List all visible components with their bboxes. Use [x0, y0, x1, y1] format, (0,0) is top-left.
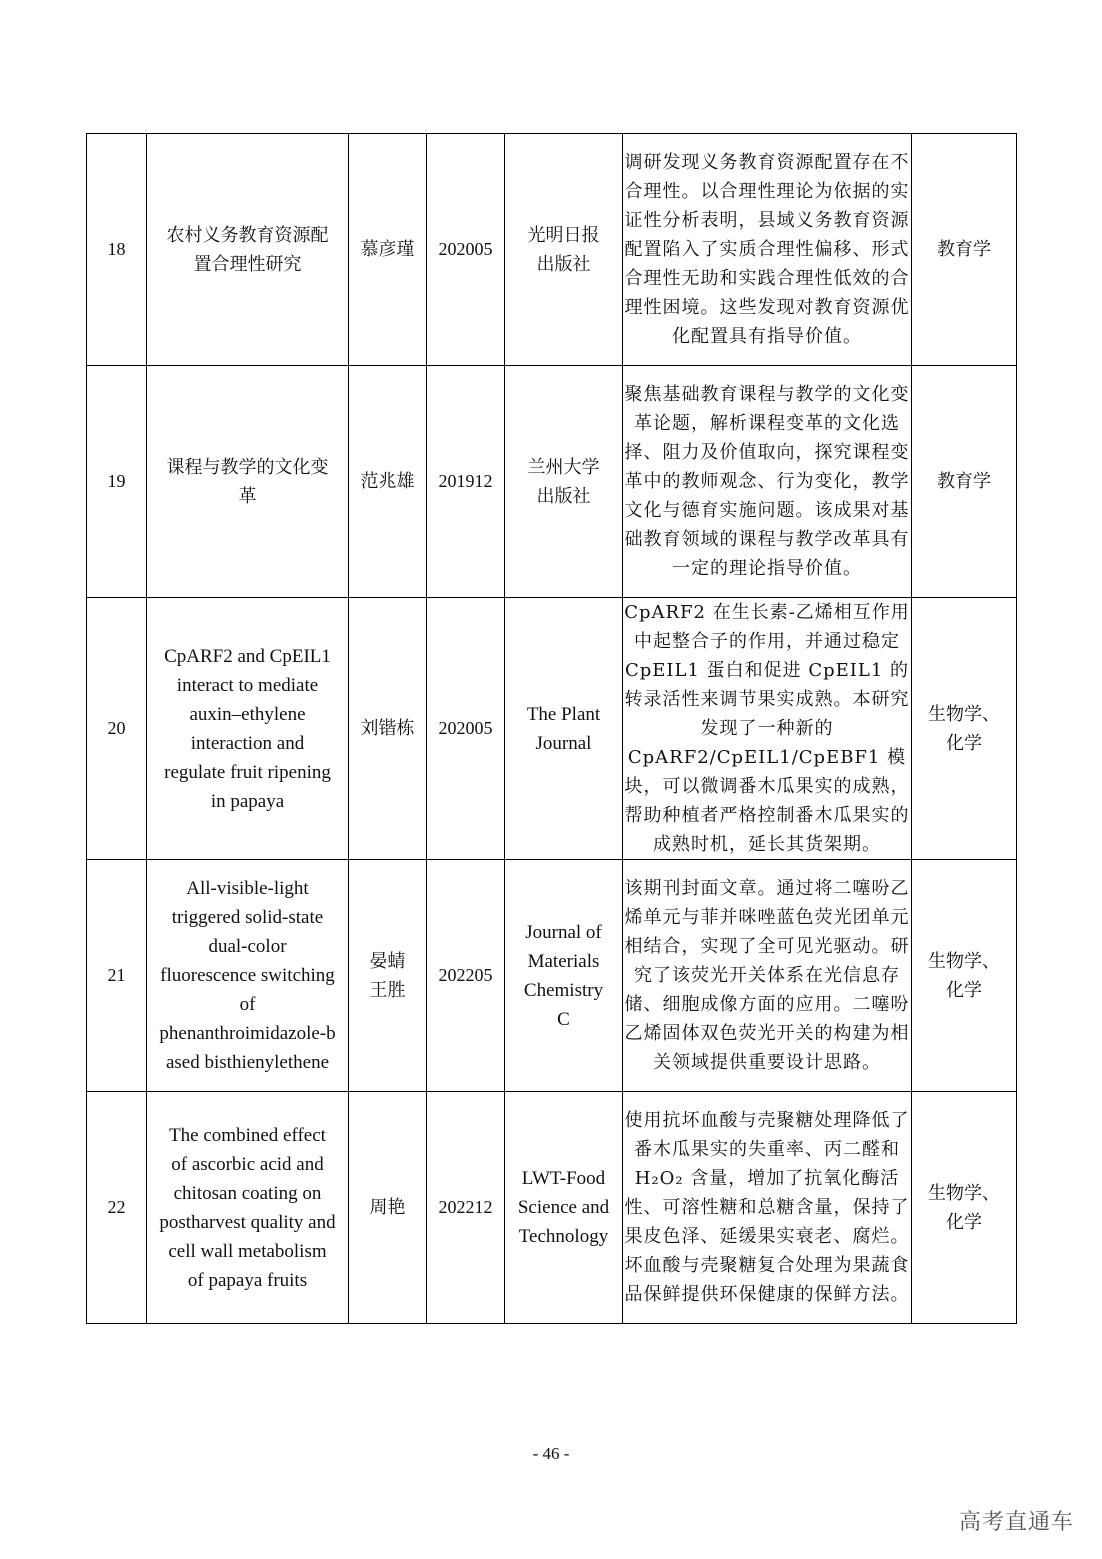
discipline: 教育学	[912, 366, 1017, 598]
table-row	[87, 1092, 1017, 1324]
publisher: LWT-Food Science and Technology	[505, 1092, 623, 1324]
publish-date: 202005	[427, 598, 505, 860]
author: 刘锴栋	[349, 598, 427, 860]
discipline: 生物学、 化学	[912, 860, 1017, 1092]
publisher: 光明日报 出版社	[505, 134, 623, 366]
author: 周艳	[349, 1092, 427, 1324]
row-number: 22	[87, 1092, 147, 1324]
discipline: 生物学、 化学	[912, 598, 1017, 860]
table-row	[87, 366, 1017, 598]
description: 该期刊封面文章。通过将二噻吩乙烯单元与菲并咪唑蓝色荧光团单元相结合，实现了全可见光驱动。研究了该荧光开关体系在光信息存储、细胞成像方面的应用。二噻吩乙烯固体双色荧光开关的构建为相关领域提供重要设计思路。	[623, 860, 912, 1092]
author: 晏蜻 王胜	[349, 860, 427, 1092]
author: 慕彦瑾	[349, 134, 427, 366]
watermark-text: 高考直通车	[958, 1510, 1074, 1535]
row-number: 18	[87, 134, 147, 366]
publisher: The Plant Journal	[505, 598, 623, 860]
achievement-title: All-visible-light triggered solid-state dual-color fluorescence switching of phenanthroimidazole-b ased bisthienylethene	[147, 860, 349, 1092]
publish-date: 202205	[427, 860, 505, 1092]
discipline: 生物学、 化学	[912, 1092, 1017, 1324]
achievement-title: CpARF2 and CpEIL1 interact to mediate auxin–ethylene interaction and regulate fruit ripening in papaya	[147, 598, 349, 860]
table-row	[87, 860, 1017, 1092]
author: 范兆雄	[349, 366, 427, 598]
publish-date: 202005	[427, 134, 505, 366]
page-number: - 46 -	[532, 1444, 570, 1463]
description: 使用抗坏血酸与壳聚糖处理降低了番木瓜果实的失重率、丙二醛和 H₂O₂ 含量，增加了抗氧化酶活性、可溶性糖和总糖含量，保持了果皮色泽、延缓果实衰老、腐烂。坏血酸与壳聚糖复合处理为果蔬食品保鲜提供环保健康的保鲜方法。	[623, 1092, 912, 1324]
achievement-title: 课程与教学的文化变 革	[147, 366, 349, 598]
row-number: 19	[87, 366, 147, 598]
row-number: 21	[87, 860, 147, 1092]
table-row	[87, 598, 1017, 860]
description: CpARF2 在生长素-乙烯相互作用中起整合子的作用，并通过稳定 CpEIL1 蛋白和促进 CpEIL1 的转录活性来调节果实成熟。本研究发现了一种新的 CpARF2/CpEIL1/CpEBF1 模块，可以微调番木瓜果实的成熟，帮助种植者严格控制番木瓜果实的成熟时机，延长其货架期。	[623, 598, 912, 860]
description: 聚焦基础教育课程与教学的文化变革论题，解析课程变革的文化选择、阻力及价值取向，探究课程变革中的教师观念、行为变化，教学文化与德育实施问题。该成果对基础教育领域的课程与教学改革具有一定的理论指导价值。	[623, 366, 912, 598]
discipline: 教育学	[912, 134, 1017, 366]
row-number: 20	[87, 598, 147, 860]
table-row	[87, 134, 1017, 366]
achievements-table	[86, 133, 1017, 1324]
publisher: Journal of Materials Chemistry C	[505, 860, 623, 1092]
description: 调研发现义务教育资源配置存在不合理性。以合理性理论为依据的实证性分析表明，县域义务教育资源配置陷入了实质合理性偏移、形式合理性无助和实践合理性低效的合理性困境。这些发现对教育资源优化配置具有指导价值。	[623, 134, 912, 366]
achievement-title: The combined effect of ascorbic acid and chitosan coating on postharvest quality and cell wall metabolism of papaya fruits	[147, 1092, 349, 1324]
achievement-title: 农村义务教育资源配 置合理性研究	[147, 134, 349, 366]
publisher: 兰州大学 出版社	[505, 366, 623, 598]
publish-date: 201912	[427, 366, 505, 598]
publish-date: 202212	[427, 1092, 505, 1324]
